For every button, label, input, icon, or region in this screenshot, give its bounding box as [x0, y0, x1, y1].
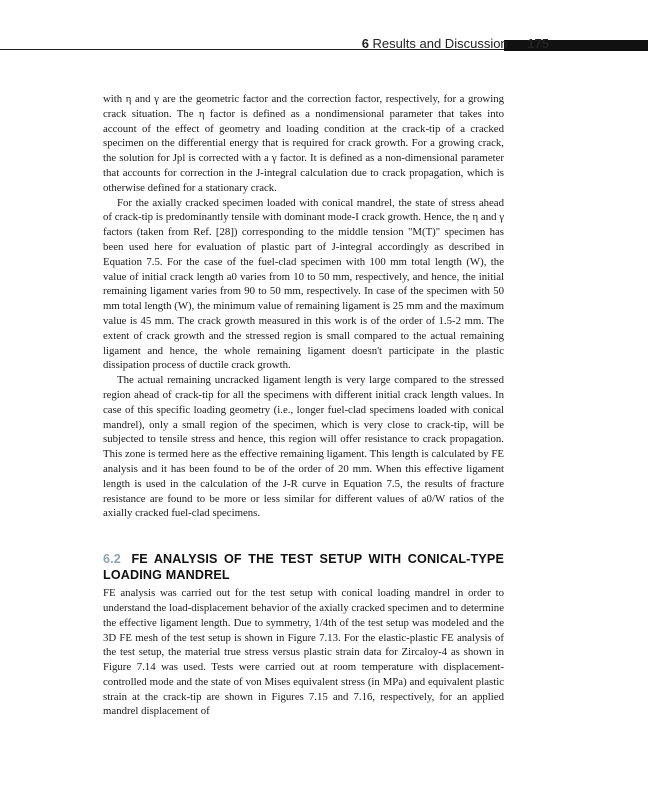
running-head — [0, 36, 549, 51]
paragraph-2: For the axially cracked specimen loaded with conical mandrel, the state of stress ahead of crack-tip is predominantly tensile with dominant mode-I crack growth. Hence, the η and γ factors (taken from Ref. [28]) corresponding to the middle tension "M(T)" specimen has been used here for evaluation of plastic part of J-integral accordingly as described in Equation 7.5. For the case of the fuel-clad specimen with 100 mm total length (W), the value of initial crack length a0 varies from 10 to 50 mm, respectively, and hence, the initial remaining ligament varies from 90 to 50 mm, respectively. In case of the specimen with 50 mm total length (W), the minimum value of remaining ligament is 25 mm and the maximum value is 45 mm. The crack growth measured in this work is of the order of 1.5-2 mm. The extent of crack growth and the stressed region is small compared to the actual remaining ligament and hence, the whole remaining ligament doesn't participate in the plastic dissipation process of ductile crack growth. — [103, 196, 504, 372]
chapter-number: 6 — [361, 36, 369, 51]
chapter-title: Results and Discussion — [372, 36, 508, 51]
page-number: 175 — [527, 36, 549, 51]
paragraph-3: The actual remaining uncracked ligament length is very large compared to the stressed region ahead of crack-tip for all the specimens with different initial crack length values. In case of this specific loading geometry (i.e., longer fuel-clad specimens loaded with conical mandrel), only a small region of the specimen, which is very close to crack-tip, will be subjected to tensile stress and hence, this region will offer resistance to crack propagation. This zone is termed here as the effective remaining ligament. This length is calculated by FE analysis and it has been found to be of the order of 20 mm. When this effective ligament length is used in the calculation of the J-R curve in Equation 7.5, the results of fracture resistance are found to be more or less similar for different values of a0/W ratios of the axially cracked fuel-clad specimens. — [103, 374, 504, 520]
body-text — [103, 92, 504, 719]
section-heading — [103, 551, 504, 583]
section-title: FE ANALYSIS OF THE TEST SETUP WITH CONICAL-TYPE LOADING MANDREL — [103, 552, 505, 583]
section-number: 6.2 — [103, 552, 121, 567]
paragraph-4: FE analysis was carried out for the test setup with conical loading mandrel in order to understand the load-displacement behavior of the axially cracked specimen and to determine the effective ligament length. Due to symmetry, 1/4th of the test setup was modeled and the 3D FE mesh of the test setup is shown in Figure 7.13. For the elastic-plastic FE analysis of the test setup, the material true stress versus plastic strain data for Zircaloy-4 as shown in Figure 7.14 was used. Tests were carried out at room temperature with displacement-controlled mode and the state of von Mises equivalent stress (in MPa) and equivalent plastic strain at the crack-tip are shown in Figures 7.15 and 7.16, respectively, for an applied mandrel displacement of — [103, 587, 504, 718]
paragraph-1: with η and γ are the geometric factor and the correction factor, respectively, for a growing crack situation. The η factor is defined as a nondimensional parameter that takes into account of the effect of geometry and loading condition at the crack-tip of a cracked specimen on the differential energy that is required for crack growth. For a growing crack, the solution for Jpl is corrected with a γ factor. It is defined as a non-dimensional parameter that accounts for correction in the J-integral calculation due to crack propagation, which is otherwise defined for a stationary crack. — [103, 93, 504, 194]
header-rule — [0, 20, 648, 31]
